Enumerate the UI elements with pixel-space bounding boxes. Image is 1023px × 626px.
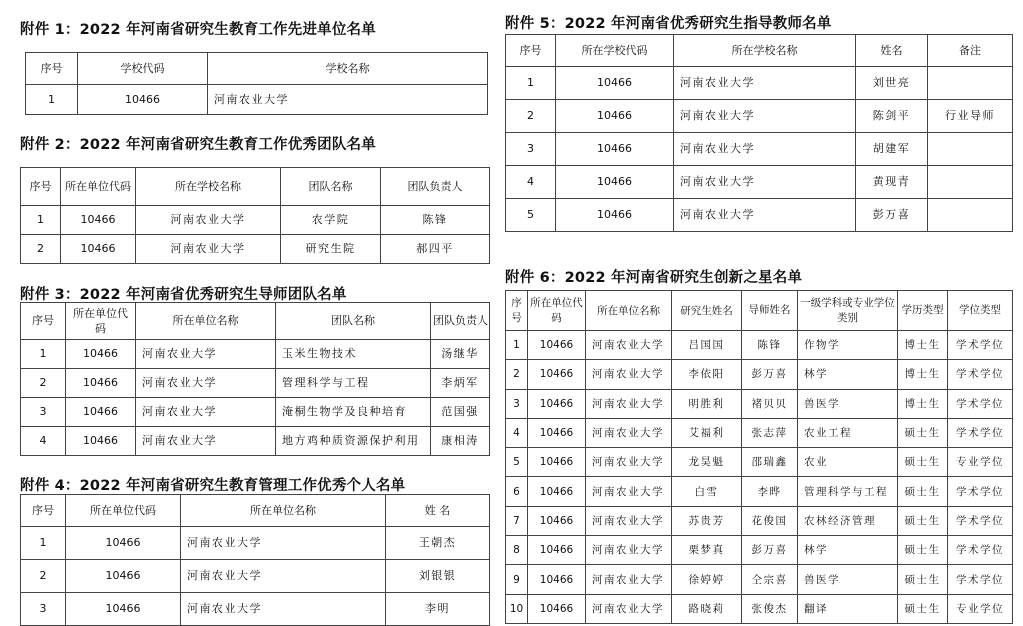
a6-cell: 仝宗喜 xyxy=(742,565,798,594)
a5-cell: 彭万喜 xyxy=(856,199,928,232)
a6-cell: 10466 xyxy=(528,536,586,565)
a6-cell: 明胜利 xyxy=(672,389,742,418)
a6-cell: 10466 xyxy=(528,418,586,447)
a6-cell: 河南农业大学 xyxy=(586,331,672,360)
a6-cell: 学术学位 xyxy=(948,360,1013,389)
a2-title: 附件 2：2022 年河南省研究生教育工作优秀团队名单 xyxy=(20,137,376,153)
a6-cell: 硕士生 xyxy=(898,448,948,477)
a2-col-header: 团队名称 xyxy=(281,168,381,206)
a6-cell: 专业学位 xyxy=(948,448,1013,477)
a4-cell: 刘银银 xyxy=(386,560,490,593)
a3-cell: 淹桐生物学及良种培育 xyxy=(276,398,431,427)
a4-cell: 10466 xyxy=(66,527,181,560)
a2-col-header: 所在单位代码 xyxy=(61,168,136,206)
a4-table xyxy=(20,494,490,626)
a6-cell: 学术学位 xyxy=(948,418,1013,447)
a5-cell: 陈剑平 xyxy=(856,100,928,133)
a6-cell: 张俊杰 xyxy=(742,594,798,623)
a6-col-header: 导师姓名 xyxy=(742,291,798,331)
table-row xyxy=(506,536,1013,565)
table-row xyxy=(21,369,490,398)
a6-cell: 林学 xyxy=(798,536,898,565)
table-row xyxy=(506,360,1013,389)
table-row xyxy=(506,100,1013,133)
a6-cell: 管理科学与工程 xyxy=(798,477,898,506)
a2-cell: 1 xyxy=(21,206,61,235)
a6-cell: 河南农业大学 xyxy=(586,389,672,418)
a5-cell xyxy=(928,199,1013,232)
a6-cell: 兽医学 xyxy=(798,565,898,594)
a6-col-header: 序号 xyxy=(506,291,528,331)
a4-col-header: 所在单位代码 xyxy=(66,495,181,527)
a6-cell: 河南农业大学 xyxy=(586,448,672,477)
a3-cell: 河南农业大学 xyxy=(136,369,276,398)
a1-cell: 河南农业大学 xyxy=(208,85,488,115)
a6-cell: 河南农业大学 xyxy=(586,536,672,565)
a6-cell: 徐婷婷 xyxy=(672,565,742,594)
a6-cell: 10466 xyxy=(528,565,586,594)
a6-cell: 彭万喜 xyxy=(742,536,798,565)
a5-cell: 1 xyxy=(506,67,556,100)
a4-cell: 10466 xyxy=(66,560,181,593)
table-row xyxy=(21,593,490,626)
table-row xyxy=(506,477,1013,506)
a6-cell: 10466 xyxy=(528,594,586,623)
a6-cell: 河南农业大学 xyxy=(586,360,672,389)
a5-col-header: 姓名 xyxy=(856,35,928,67)
a4-cell: 王朝杰 xyxy=(386,527,490,560)
a6-cell: 河南农业大学 xyxy=(586,418,672,447)
a3-col-header: 所在单位名称 xyxy=(136,303,276,340)
a6-cell: 10 xyxy=(506,594,528,623)
a6-cell: 硕士生 xyxy=(898,594,948,623)
a5-cell: 3 xyxy=(506,133,556,166)
a4-cell: 李明 xyxy=(386,593,490,626)
a6-cell: 陈锋 xyxy=(742,331,798,360)
a2-cell: 10466 xyxy=(61,206,136,235)
a3-cell: 康相涛 xyxy=(431,427,490,456)
a3-cell: 范国强 xyxy=(431,398,490,427)
a3-col-header: 所在单位代码 xyxy=(66,303,136,340)
a6-cell: 5 xyxy=(506,448,528,477)
a2-col-header: 所在学校名称 xyxy=(136,168,281,206)
a6-cell: 河南农业大学 xyxy=(586,565,672,594)
a3-cell: 10466 xyxy=(66,340,136,369)
a3-cell: 4 xyxy=(21,427,66,456)
a6-cell: 4 xyxy=(506,418,528,447)
a1-col-header: 序号 xyxy=(26,53,78,85)
a2-cell: 河南农业大学 xyxy=(136,235,281,264)
a6-cell: 3 xyxy=(506,389,528,418)
a2-cell: 研究生院 xyxy=(281,235,381,264)
table-row xyxy=(506,565,1013,594)
a5-cell: 河南农业大学 xyxy=(674,199,856,232)
a6-cell: 兽医学 xyxy=(798,389,898,418)
a6-table xyxy=(505,290,1013,624)
a1-cell: 1 xyxy=(26,85,78,115)
a3-col-header: 团队名称 xyxy=(276,303,431,340)
table-row xyxy=(506,506,1013,535)
a5-cell xyxy=(928,67,1013,100)
a6-cell: 10466 xyxy=(528,389,586,418)
a5-cell: 2 xyxy=(506,100,556,133)
a6-col-header: 一级学科或专业学位类别 xyxy=(798,291,898,331)
a6-cell: 学术学位 xyxy=(948,506,1013,535)
a4-cell: 1 xyxy=(21,527,66,560)
a6-cell: 作物学 xyxy=(798,331,898,360)
a6-cell: 博士生 xyxy=(898,360,948,389)
a3-title: 附件 3：2022 年河南省优秀研究生导师团队名单 xyxy=(20,287,347,303)
a6-cell: 10466 xyxy=(528,506,586,535)
a6-header-row xyxy=(506,291,1013,331)
table-row xyxy=(506,199,1013,232)
a2-header-row xyxy=(21,168,490,206)
a5-cell: 10466 xyxy=(556,100,674,133)
a2-cell: 10466 xyxy=(61,235,136,264)
a1-header-row xyxy=(26,53,488,85)
a6-cell: 河南农业大学 xyxy=(586,594,672,623)
a6-cell: 2 xyxy=(506,360,528,389)
a6-cell: 10466 xyxy=(528,477,586,506)
a6-cell: 河南农业大学 xyxy=(586,477,672,506)
table-row xyxy=(506,594,1013,623)
a6-cell: 龙昊魁 xyxy=(672,448,742,477)
a6-cell: 博士生 xyxy=(898,389,948,418)
a4-col-header: 姓 名 xyxy=(386,495,490,527)
a5-header-row xyxy=(506,35,1013,67)
a6-cell: 邵瑞鑫 xyxy=(742,448,798,477)
a6-cell: 硕士生 xyxy=(898,565,948,594)
a2-table xyxy=(20,167,490,264)
a6-cell: 6 xyxy=(506,477,528,506)
a5-col-header: 备注 xyxy=(928,35,1013,67)
a3-col-header: 团队负责人 xyxy=(431,303,490,340)
table-row xyxy=(21,235,490,264)
a5-cell: 河南农业大学 xyxy=(674,67,856,100)
a5-cell: 10466 xyxy=(556,67,674,100)
a1-table xyxy=(25,52,488,115)
a3-cell: 1 xyxy=(21,340,66,369)
a5-cell: 河南农业大学 xyxy=(674,166,856,199)
a3-table xyxy=(20,302,490,456)
table-row xyxy=(21,206,490,235)
a5-cell: 刘世亮 xyxy=(856,67,928,100)
a5-col-header: 序号 xyxy=(506,35,556,67)
a1-cell: 10466 xyxy=(78,85,208,115)
a6-col-header: 所在单位名称 xyxy=(586,291,672,331)
a3-cell: 玉米生物技术 xyxy=(276,340,431,369)
a4-col-header: 序号 xyxy=(21,495,66,527)
a6-cell: 8 xyxy=(506,536,528,565)
a6-cell: 吕国国 xyxy=(672,331,742,360)
a2-cell: 郝四平 xyxy=(381,235,490,264)
table-row xyxy=(21,398,490,427)
a6-cell: 农林经济管理 xyxy=(798,506,898,535)
a6-cell: 9 xyxy=(506,565,528,594)
table-row xyxy=(21,560,490,593)
a3-cell: 10466 xyxy=(66,427,136,456)
a3-header-row xyxy=(21,303,490,340)
table-row xyxy=(506,418,1013,447)
a4-col-header: 所在单位名称 xyxy=(181,495,386,527)
a5-cell: 河南农业大学 xyxy=(674,100,856,133)
a3-cell: 汤继华 xyxy=(431,340,490,369)
a6-cell: 林学 xyxy=(798,360,898,389)
a4-cell: 10466 xyxy=(66,593,181,626)
a6-cell: 路晓莉 xyxy=(672,594,742,623)
a6-cell: 硕士生 xyxy=(898,506,948,535)
table-row xyxy=(21,340,490,369)
a6-cell: 彭万喜 xyxy=(742,360,798,389)
a5-cell: 胡建军 xyxy=(856,133,928,166)
a5-cell: 5 xyxy=(506,199,556,232)
a5-cell: 行业导师 xyxy=(928,100,1013,133)
a6-cell: 栗梦真 xyxy=(672,536,742,565)
a6-cell: 硕士生 xyxy=(898,536,948,565)
a3-cell: 10466 xyxy=(66,398,136,427)
a5-cell: 10466 xyxy=(556,166,674,199)
a6-cell: 学术学位 xyxy=(948,331,1013,360)
a1-col-header: 学校名称 xyxy=(208,53,488,85)
a4-cell: 河南农业大学 xyxy=(181,560,386,593)
table-row xyxy=(506,166,1013,199)
a5-col-header: 所在学校代码 xyxy=(556,35,674,67)
a2-col-header: 团队负责人 xyxy=(381,168,490,206)
a4-cell: 河南农业大学 xyxy=(181,527,386,560)
a6-col-header: 所在单位代码 xyxy=(528,291,586,331)
a2-cell: 河南农业大学 xyxy=(136,206,281,235)
a6-cell: 10466 xyxy=(528,331,586,360)
a6-cell: 专业学位 xyxy=(948,594,1013,623)
a6-cell: 博士生 xyxy=(898,331,948,360)
a4-header-row xyxy=(21,495,490,527)
a6-cell: 1 xyxy=(506,331,528,360)
a6-cell: 李晔 xyxy=(742,477,798,506)
a2-cell: 农学院 xyxy=(281,206,381,235)
a4-cell: 河南农业大学 xyxy=(181,593,386,626)
table-row xyxy=(506,448,1013,477)
a6-cell: 硕士生 xyxy=(898,477,948,506)
a3-cell: 10466 xyxy=(66,369,136,398)
table-row xyxy=(26,85,488,115)
a5-title: 附件 5：2022 年河南省优秀研究生指导教师名单 xyxy=(505,16,832,32)
a6-cell: 10466 xyxy=(528,360,586,389)
a6-cell: 白雪 xyxy=(672,477,742,506)
a6-cell: 李依阳 xyxy=(672,360,742,389)
a6-cell: 硕士生 xyxy=(898,418,948,447)
a5-col-header: 所在学校名称 xyxy=(674,35,856,67)
a6-cell: 学术学位 xyxy=(948,536,1013,565)
a1-col-header: 学校代码 xyxy=(78,53,208,85)
a6-cell: 农业 xyxy=(798,448,898,477)
a3-col-header: 序号 xyxy=(21,303,66,340)
a6-cell: 张志萍 xyxy=(742,418,798,447)
a3-cell: 河南农业大学 xyxy=(136,398,276,427)
a4-title: 附件 4：2022 年河南省研究生教育管理工作优秀个人名单 xyxy=(20,478,406,494)
a3-cell: 河南农业大学 xyxy=(136,340,276,369)
a6-cell: 艾福利 xyxy=(672,418,742,447)
a6-cell: 苏贵芳 xyxy=(672,506,742,535)
a6-cell: 河南农业大学 xyxy=(586,506,672,535)
a6-cell: 翻译 xyxy=(798,594,898,623)
a6-cell: 褚贝贝 xyxy=(742,389,798,418)
a6-col-header: 研究生姓名 xyxy=(672,291,742,331)
a6-cell: 农业工程 xyxy=(798,418,898,447)
a5-table xyxy=(505,34,1013,232)
a5-cell xyxy=(928,133,1013,166)
a1-title: 附件 1：2022 年河南省研究生教育工作先进单位名单 xyxy=(20,22,376,38)
a6-cell: 花俊国 xyxy=(742,506,798,535)
table-row xyxy=(506,67,1013,100)
a6-cell: 学术学位 xyxy=(948,565,1013,594)
a2-cell: 2 xyxy=(21,235,61,264)
table-row xyxy=(506,389,1013,418)
a2-col-header: 序号 xyxy=(21,168,61,206)
a3-cell: 李炳军 xyxy=(431,369,490,398)
table-row xyxy=(506,133,1013,166)
a5-cell: 河南农业大学 xyxy=(674,133,856,166)
a5-cell: 10466 xyxy=(556,199,674,232)
a5-cell: 10466 xyxy=(556,133,674,166)
a6-title: 附件 6：2022 年河南省研究生创新之星名单 xyxy=(505,270,803,286)
table-row xyxy=(21,527,490,560)
a3-cell: 河南农业大学 xyxy=(136,427,276,456)
a6-cell: 7 xyxy=(506,506,528,535)
a6-cell: 学术学位 xyxy=(948,477,1013,506)
table-row xyxy=(506,331,1013,360)
a5-cell: 4 xyxy=(506,166,556,199)
a3-cell: 2 xyxy=(21,369,66,398)
a6-cell: 学术学位 xyxy=(948,389,1013,418)
a2-cell: 陈锋 xyxy=(381,206,490,235)
table-row xyxy=(21,427,490,456)
a4-cell: 3 xyxy=(21,593,66,626)
a5-cell xyxy=(928,166,1013,199)
a6-col-header: 学历类型 xyxy=(898,291,948,331)
a5-cell: 黄现青 xyxy=(856,166,928,199)
a6-col-header: 学位类型 xyxy=(948,291,1013,331)
a4-cell: 2 xyxy=(21,560,66,593)
a6-cell: 10466 xyxy=(528,448,586,477)
a3-cell: 地方鸡种质资源保护利用 xyxy=(276,427,431,456)
a3-cell: 管理科学与工程 xyxy=(276,369,431,398)
a3-cell: 3 xyxy=(21,398,66,427)
